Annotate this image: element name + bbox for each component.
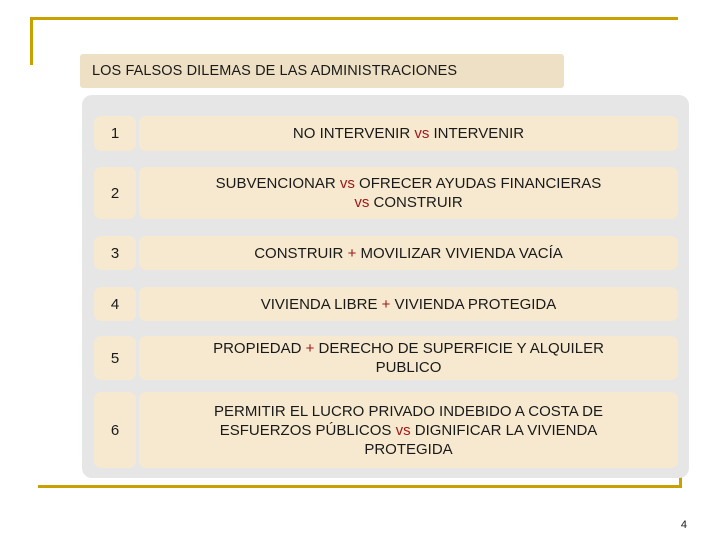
dilemma-text xyxy=(139,167,678,219)
option-text: VIVIENDA PROTEGIDA xyxy=(390,295,557,313)
option-text: DERECHO DE SUPERFICIE Y ALQUILER PUBLICO xyxy=(318,340,604,376)
dilemma-number: 4 xyxy=(94,287,136,321)
operator-label: vs xyxy=(339,175,355,192)
dilemma-number: 5 xyxy=(94,336,136,380)
slide-title: LOS FALSOS DILEMAS DE LAS ADMINISTRACIONES xyxy=(80,54,564,88)
dilemma-text xyxy=(139,236,678,270)
operator-label: + xyxy=(305,340,315,357)
dilemma-text xyxy=(139,392,678,468)
dilemma-number: 1 xyxy=(94,116,136,151)
option-text: CONSTRUIR xyxy=(369,194,463,211)
option-text: OFRECER AYUDAS FINANCIERAS xyxy=(359,175,602,192)
option-text: PROPIEDAD xyxy=(213,340,306,357)
option-text: CONSTRUIR xyxy=(254,244,348,262)
operator-label: vs xyxy=(354,194,370,211)
dilemmas-panel xyxy=(82,95,689,478)
dilemma-text xyxy=(139,287,678,321)
dilemma-number: 3 xyxy=(94,236,136,270)
option-text: MOVILIZAR VIVIENDA VACÍA xyxy=(356,244,563,262)
dilemma-number: 6 xyxy=(94,392,136,468)
option-text: SUBVENCIONAR xyxy=(215,175,340,192)
operator-label: vs xyxy=(395,421,411,439)
option-text: VIVIENDA LIBRE xyxy=(260,295,382,313)
option-text: PERMITIR EL LUCRO PRIVADO INDEBIDO A COSTA DE ESFUERZOS PÚBLICOS xyxy=(214,402,603,439)
option-text: DIGNIFICAR LA VIVIENDA PROTEGIDA xyxy=(364,421,598,458)
page-number: 4 xyxy=(680,519,687,531)
dilemma-text xyxy=(139,116,678,151)
frame-top-rule xyxy=(30,17,678,20)
operator-label: vs xyxy=(414,125,430,142)
frame-left-rule xyxy=(30,17,33,65)
dilemma-number: 2 xyxy=(94,167,136,219)
operator-label: + xyxy=(347,244,357,262)
operator-label: + xyxy=(381,295,391,313)
option-text: INTERVENIR xyxy=(429,125,525,142)
dilemma-text xyxy=(139,336,678,380)
frame-bottom-rule xyxy=(38,485,681,488)
option-text: NO INTERVENIR xyxy=(292,125,415,142)
